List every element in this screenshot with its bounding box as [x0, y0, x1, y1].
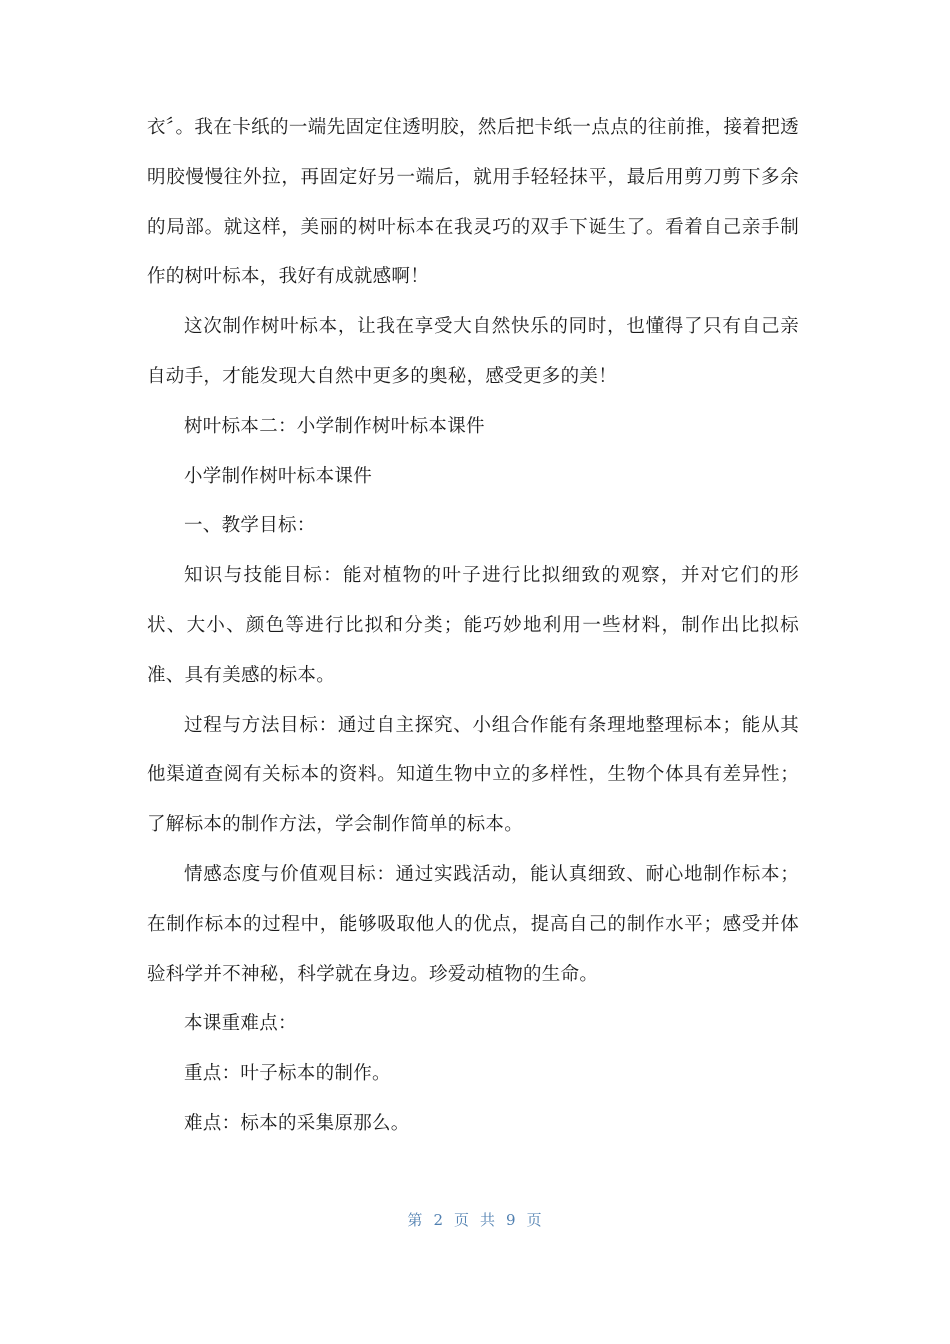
- paragraph-conclusion: 这次制作树叶标本，让我在享受大自然快乐的同时，也懂得了只有自己亲自动手，才能发现大自然中更多的奥秘，感受更多的美！: [147, 316, 799, 387]
- footer-page-word: 页: [453, 1211, 470, 1229]
- footer-prefix: 第: [407, 1211, 424, 1229]
- subheading-key-points: 本课重难点：: [184, 1013, 297, 1035]
- subheading-teaching-goals: 一、教学目标：: [184, 515, 316, 537]
- footer-current-page: 2: [433, 1211, 444, 1229]
- paragraph-process-goal: 过程与方法目标：通过自主探究、小组合作能有条理地整理标本；能从其他渠道查阅有关标本的资料。知道生物中立的多样性，生物个体具有差异性；了解标本的制作方法，学会制作简单的标本。: [147, 714, 799, 836]
- paragraph-key-point: 重点：叶子标本的制作。: [184, 1063, 391, 1085]
- paragraph-emotion-goal: 情感态度与价值观目标：通过实践活动，能认真细致、耐心地制作标本；在制作标本的过程中，能够吸取他人的优点，提高自己的制作水平；感受并体验科学并不神秘，科学就在身边。珍爱动植物的生命。: [147, 863, 799, 985]
- page-footer: [0, 1209, 950, 1230]
- footer-total-pages: 9: [506, 1211, 517, 1229]
- document-body: [147, 103, 799, 1149]
- footer-total-prefix: 共: [480, 1211, 497, 1229]
- section-heading: 树叶标本二：小学制作树叶标本课件: [184, 415, 485, 437]
- paragraph-continuation: 衣〞。我在卡纸的一端先固定住透明胶，然后把卡纸一点点的往前推，接着把透明胶慢慢往外拉，再固定好另一端后，就用手轻轻抹平，最后用剪刀剪下多余的局部。就这样，美丽的树叶标本在我灵巧的双手下诞生了。看着自己亲手制作的树叶标本，我好有成就感啊！: [147, 117, 799, 288]
- paragraph-knowledge-goal: 知识与技能目标：能对植物的叶子进行比拟细致的观察，并对它们的形状、大小、颜色等进行比拟和分类；能巧妙地利用一些材料，制作出比拟标准、具有美感的标本。: [147, 565, 799, 686]
- footer-suffix: 页: [526, 1211, 543, 1229]
- section-title: 小学制作树叶标本课件: [184, 465, 373, 487]
- paragraph-difficulty: 难点：标本的采集原那么。: [184, 1112, 410, 1134]
